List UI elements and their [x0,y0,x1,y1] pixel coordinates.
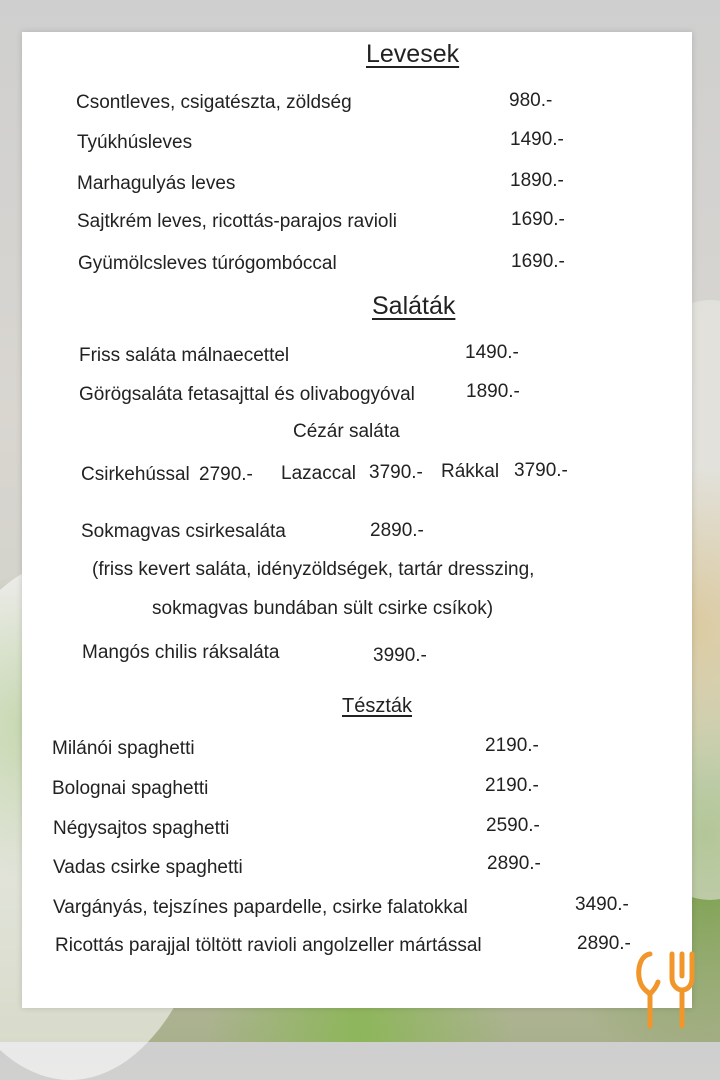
menu-item-name: Sajtkrém leves, ricottás-parajos ravioli [77,211,397,232]
cezar-option-price: 3790.- [369,462,423,483]
menu-item-price: 2890.- [577,933,631,954]
menu-item-price: 2890.- [487,853,541,874]
menu-item-price: 1890.- [510,170,564,191]
cezar-option-price: 2790.- [199,464,253,485]
cezar-option-label: Lazaccal [281,463,356,484]
spoon-fork-logo-icon [632,948,704,1032]
menu-item-name: Ricottás parajjal töltött ravioli angolzeller mártással [55,935,482,956]
menu-item-price: 980.- [509,90,553,111]
menu-item-price: 2190.- [485,775,539,796]
section-title-salatak: Saláták [372,292,456,320]
subsection-title-cezar: Cézár saláta [293,421,400,442]
menu-item-name: Görögsaláta fetasajttal és olivabogyóval [79,384,415,405]
menu-item-description: (friss kevert saláta, idényzöldségek, tartár dresszing, [92,559,535,580]
cezar-option-label: Csirkehússal [81,464,190,485]
menu-item-name: Friss saláta málnaecettel [79,345,290,366]
menu-item-price: 1490.- [465,342,519,363]
menu-item-name: Mangós chilis ráksaláta [82,642,280,663]
menu-item-price: 3990.- [373,645,427,666]
menu-item-name: Vargányás, tejszínes papardelle, csirke falatokkal [53,897,468,918]
menu-item-price: 2890.- [370,520,424,541]
menu-item-name: Sokmagvas csirkesaláta [81,521,286,542]
menu-item-name: Gyümölcsleves túrógombóccal [78,253,337,274]
menu-item-price: 2590.- [486,815,540,836]
menu-item-price: 3490.- [575,894,629,915]
menu-item-price: 2190.- [485,735,539,756]
menu-item-name: Milánói spaghetti [52,738,195,759]
menu-item-price: 1690.- [511,209,565,230]
menu-item-name: Csontleves, csigatészta, zöldség [76,92,352,113]
menu-item-name: Négysajtos spaghetti [53,818,230,839]
menu-item-price: 1690.- [511,251,565,272]
menu-item-price: 1490.- [510,129,564,150]
section-title-tesztak: Tészták [342,695,413,717]
menu-item-name: Marhagulyás leves [77,173,236,194]
menu-item-price: 1890.- [466,381,520,402]
menu-item-name: Bolognai spaghetti [52,778,209,799]
cezar-option-label: Rákkal [441,461,500,482]
section-title-levesek: Levesek [366,40,460,68]
menu-item-name: Tyúkhúsleves [77,132,193,153]
menu-item-description: sokmagvas bundában sült csirke csíkok) [152,598,494,619]
cezar-option-price: 3790.- [514,460,568,481]
menu-item-name: Vadas csirke spaghetti [53,857,243,878]
